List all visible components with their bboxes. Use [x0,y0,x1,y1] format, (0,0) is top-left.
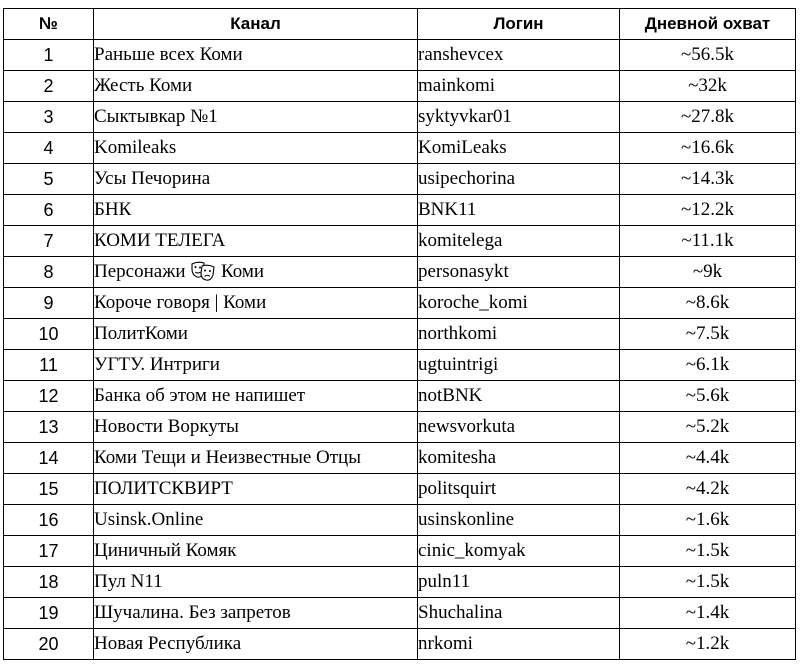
table-row [4,195,796,226]
header-row [4,9,796,40]
channel-name: Новая Республика [94,629,418,660]
channel-login: usipechorina [418,164,620,195]
table-row [4,102,796,133]
row-number: 3 [4,102,94,133]
daily-reach: ~16.6k [620,133,796,164]
channel-login: northkomi [418,319,620,350]
channel-name-part: Коми [220,260,265,282]
daily-reach: ~1.5k [620,536,796,567]
table-row [4,71,796,102]
row-number: 5 [4,164,94,195]
channel-login: cinic_komyak [418,536,620,567]
row-number: 9 [4,288,94,319]
row-number: 7 [4,226,94,257]
daily-reach: ~7.5k [620,319,796,350]
daily-reach: ~27.8k [620,102,796,133]
daily-reach: ~6.1k [620,350,796,381]
daily-reach: ~1.5k [620,567,796,598]
daily-reach: ~4.4k [620,443,796,474]
channel-name: Банка об этом не напишет [94,381,418,412]
daily-reach: ~1.2k [620,629,796,660]
table-row [4,412,796,443]
channel-login: newsvorkuta [418,412,620,443]
daily-reach: ~32k [620,71,796,102]
channel-name: КОМИ ТЕЛЕГА [94,226,418,257]
daily-reach: ~8.6k [620,288,796,319]
channel-name: Коми Тещи и Неизвестные Отцы [94,443,418,474]
daily-reach: ~4.2k [620,474,796,505]
row-number: 10 [4,319,94,350]
channel-login: puln11 [418,567,620,598]
row-number: 8 [4,257,94,288]
table-row [4,164,796,195]
table-row [4,319,796,350]
channel-login: notBNK [418,381,620,412]
channel-name: ПолитКоми [94,319,418,350]
table-row [4,598,796,629]
channel-name: Раньше всех Коми [94,40,418,71]
channel-name: Жесть Коми [94,71,418,102]
row-number: 17 [4,536,94,567]
channel-login: ugtuintrigi [418,350,620,381]
channel-login: usinskonline [418,505,620,536]
channel-name: УГТУ. Интриги [94,350,418,381]
channel-login: BNK11 [418,195,620,226]
row-number: 6 [4,195,94,226]
table-row [4,474,796,505]
row-number: 11 [4,350,94,381]
header-channel: Канал [94,9,418,40]
row-number: 4 [4,133,94,164]
daily-reach: ~56.5k [620,40,796,71]
channel-name: Сыктывкар №1 [94,102,418,133]
daily-reach: ~9k [620,257,796,288]
table-row [4,133,796,164]
channel-login: komitelega [418,226,620,257]
daily-reach: ~1.6k [620,505,796,536]
table-row [4,40,796,71]
channel-login: koroche_komi [418,288,620,319]
table-row [4,381,796,412]
row-number: 2 [4,71,94,102]
header-num: № [4,9,94,40]
daily-reach: ~14.3k [620,164,796,195]
table-row [4,629,796,660]
daily-reach: ~1.4k [620,598,796,629]
row-number: 1 [4,40,94,71]
table-row [4,536,796,567]
channel-name: Короче говоря | Коми [94,288,418,319]
header-login: Логин [418,9,620,40]
daily-reach: ~5.6k [620,381,796,412]
channel-login: KomiLeaks [418,133,620,164]
channel-login: politsquirt [418,474,620,505]
table-row [4,350,796,381]
table-row [4,226,796,257]
daily-reach: ~11.1k [620,226,796,257]
row-number: 13 [4,412,94,443]
row-number: 16 [4,505,94,536]
channel-name: Пул N11 [94,567,418,598]
channel-login: ranshevcex [418,40,620,71]
header-reach: Дневной охват [620,9,796,40]
table-row [4,443,796,474]
row-number: 20 [4,629,94,660]
channel-name: Komileaks [94,133,418,164]
table-row [4,567,796,598]
daily-reach: ~12.2k [620,195,796,226]
channel-login: komitesha [418,443,620,474]
channel-login: nrkomi [418,629,620,660]
channel-name: Новости Воркуты [94,412,418,443]
channel-name: Шучалина. Без запретов [94,598,418,629]
theater-masks-icon [191,261,215,283]
row-number: 15 [4,474,94,505]
channel-name: Усы Печорина [94,164,418,195]
table-row [4,505,796,536]
row-number: 12 [4,381,94,412]
channel-name: ПОЛИТСКВИРТ [94,474,418,505]
channel-name [94,257,418,288]
table-row [4,288,796,319]
channel-login: Shuchalina [418,598,620,629]
row-number: 19 [4,598,94,629]
channel-name-part: Персонажи [94,260,186,282]
channel-login: syktyvkar01 [418,102,620,133]
channel-name: БНК [94,195,418,226]
channel-login: mainkomi [418,71,620,102]
table-row [4,257,796,288]
daily-reach: ~5.2k [620,412,796,443]
channel-name: Циничный Комяк [94,536,418,567]
channel-login: personasykt [418,257,620,288]
row-number: 14 [4,443,94,474]
channels-table [3,8,796,660]
row-number: 18 [4,567,94,598]
channel-name: Usinsk.Online [94,505,418,536]
